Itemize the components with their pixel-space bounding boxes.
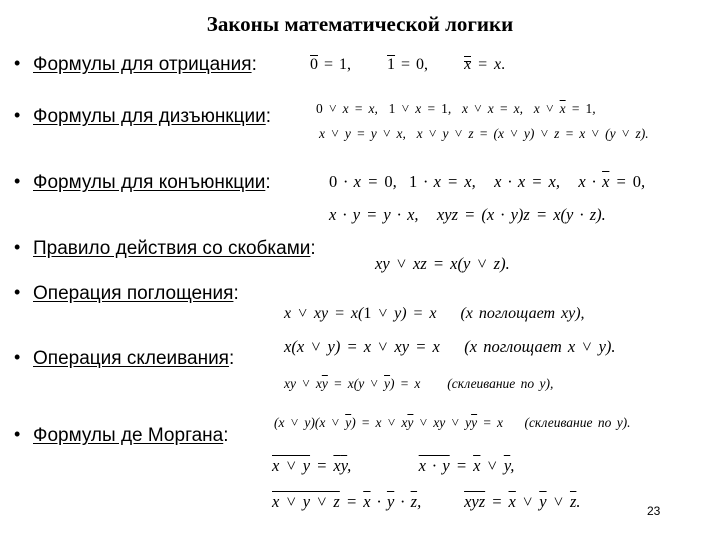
bullet: • (14, 282, 21, 302)
law-label-colon: : (251, 54, 257, 75)
law-label: Формулы для дизъюнкции (33, 106, 266, 127)
formula-brackets: xy ˅ xz = x(y ˅ z). (375, 254, 510, 273)
law-label-colon: : (265, 106, 272, 127)
page-number: 23 (647, 504, 661, 518)
law-label-colon: : (310, 238, 316, 259)
bullet: • (14, 424, 21, 444)
formula-gluing-2: (x ˅ y)(x ˅ $\overline{y}) = x$ ˅ $x\overline{y}$ ˅ xy ˅ $y\overline{y} = x$ (склеивание по y). (274, 415, 631, 430)
law-label-colon: : (223, 425, 229, 446)
law-label: Формулы для отрицания (33, 54, 252, 75)
formula-conjunction-1: 0 · x = 0, 1 · x = x, x · x = x, $x \cdot \overline{x} = 0$, (329, 172, 646, 191)
law-label: Операция поглощения (33, 283, 234, 304)
law-label-colon: : (265, 172, 271, 193)
formula-de-morgan-2: x ˅ y ˅ $z = \overline{x} \cdot \overline{y} \cdot \overline{z}$, $\overline{xyz} = \overline{x}$ ˅ $\overline{y}$ ˅ $\overline{z}$. (272, 492, 581, 511)
formula-absorption-1: x ˅ xy = x(1 ˅ y) = x (x поглощает xy), (284, 305, 585, 322)
bullet: • (14, 53, 21, 73)
formula-negation: 0 = 1, 1 = 0, x = x. (310, 56, 506, 73)
law-label-colon: : (233, 283, 239, 304)
bullet: • (14, 171, 21, 191)
formula-disjunction-2: x ˅ y = y ˅ x, x ˅ y ˅ z = (x ˅ y) ˅ z = x ˅ (y ˅ z). (319, 126, 649, 141)
formula-de-morgan-1: x ˅ $y = \overline{x}\overline{y}$, $x \cdot y = \overline{x}$ ˅ $\overline{y}$, (272, 456, 515, 475)
bullet: • (14, 347, 21, 367)
bullet: • (14, 105, 21, 125)
law-label: Операция склеивания (33, 348, 229, 369)
law-label: Правило действия со скобками (33, 238, 311, 259)
formula-gluing: xy ˅ $x\overline{y} = x(y$ ˅ $\overline{y}) = x$ (склеивание по y), (284, 376, 554, 391)
bullet: • (14, 237, 21, 257)
page-title: Законы математической логики (206, 12, 514, 36)
formula-disjunction-1: 0 ˅ x = x, 1 ˅ x = 1, x ˅ x = x, x ˅ $\overline{x} = 1$, (316, 101, 596, 116)
formula-conjunction-2: x · y = y · x, xyz = (x · y)z = x(y · z). (329, 205, 606, 224)
law-label-colon: : (228, 348, 235, 369)
law-label: Формулы для конъюнкции (33, 172, 266, 193)
formula-absorption-2: x(x ˅ y) = x ˅ xy = x (x поглощает x ˅ y). (284, 337, 616, 356)
law-label: Формулы де Моргана (33, 425, 224, 446)
